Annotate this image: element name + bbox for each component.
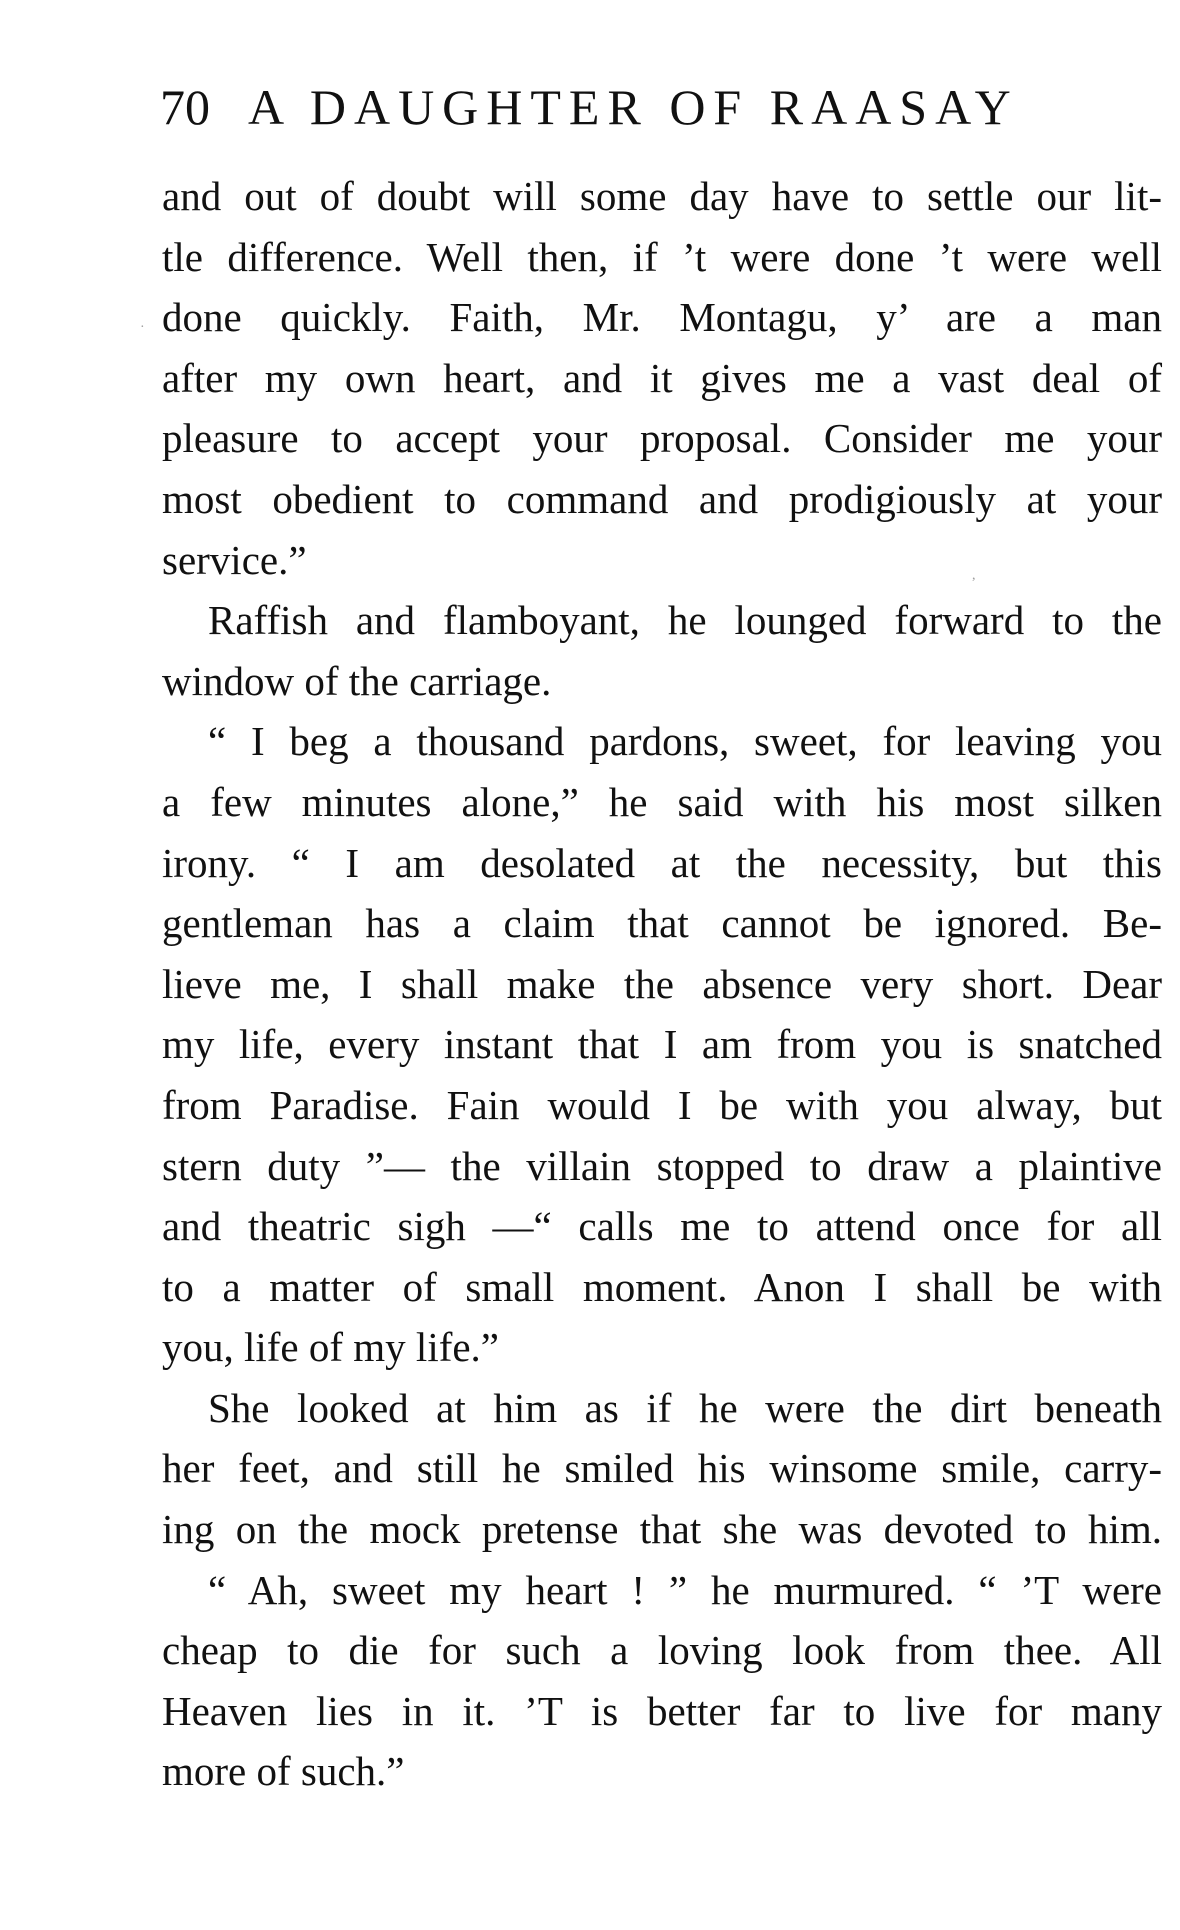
text-line: done quickly. Faith, Mr. Montagu, y’ are a man: [162, 294, 1162, 341]
text-line: a few minutes alone,” he said with his most silken: [162, 778, 1162, 825]
text-line: and out of doubt will some day have to settle our lit-: [162, 173, 1162, 219]
text-line: She looked at him as if he were the dirt beneath: [208, 1384, 1162, 1431]
text-line: stern duty ”— the villain stopped to draw a plaintive: [162, 1142, 1162, 1189]
text-line: to a matter of small moment. Anon I shall be with: [162, 1263, 1162, 1310]
page-header: [160, 72, 1120, 142]
paragraph: [162, 1560, 1162, 1802]
text-line: irony. “ I am desolated at the necessity, but this: [162, 839, 1162, 886]
text-line: “ Ah, sweet my heart ! ” he murmured. “ ’T were: [208, 1566, 1162, 1613]
text-line: my life, every instant that I am from you is snatched: [162, 1021, 1162, 1068]
text-line: pleasure to accept your proposal. Consider me your: [162, 415, 1162, 462]
text-line: lieve me, I shall make the absence very short. Dear: [162, 960, 1162, 1007]
text-line: after my own heart, and it gives me a vast deal of: [162, 354, 1162, 401]
paragraph: [162, 166, 1162, 590]
body-text: [162, 166, 1162, 1802]
running-title: A DAUGHTER OF RAASAY: [248, 79, 1019, 135]
text-line: tle difference. Well then, if ’t were done ’t were well: [162, 233, 1162, 280]
text-line: window of the carriage.: [162, 657, 552, 704]
text-line: cheap to die for such a loving look from thee. All: [162, 1627, 1162, 1674]
text-line: and theatric sigh —“ calls me to attend once for all: [162, 1203, 1162, 1250]
text-line: Heaven lies in it. ’T is better far to live for many: [162, 1687, 1162, 1734]
text-line: service.”: [162, 536, 307, 583]
print-speck: ·: [140, 320, 145, 335]
page-number: 70: [160, 79, 210, 135]
paragraph: [162, 711, 1162, 1378]
paragraph: [162, 590, 1162, 711]
text-line: from Paradise. Fain would I be with you alway, but: [162, 1081, 1162, 1128]
text-line: “ I beg a thousand pardons, sweet, for leaving you: [208, 718, 1162, 765]
paragraph: [162, 1378, 1162, 1560]
print-speck: ,: [972, 568, 976, 583]
text-line: you, life of my life.”: [162, 1324, 500, 1371]
text-line: ing on the mock pretense that she was devoted to him.: [162, 1506, 1162, 1553]
text-line: her feet, and still he smiled his winsome smile, carry-: [162, 1445, 1162, 1492]
text-line: more of such.”: [162, 1748, 405, 1795]
text-line: Raffish and flamboyant, he lounged forward to the: [208, 597, 1162, 644]
text-line: most obedient to command and prodigiously at your: [162, 475, 1162, 522]
text-line: gentleman has a claim that cannot be ignored. Be-: [162, 900, 1162, 947]
